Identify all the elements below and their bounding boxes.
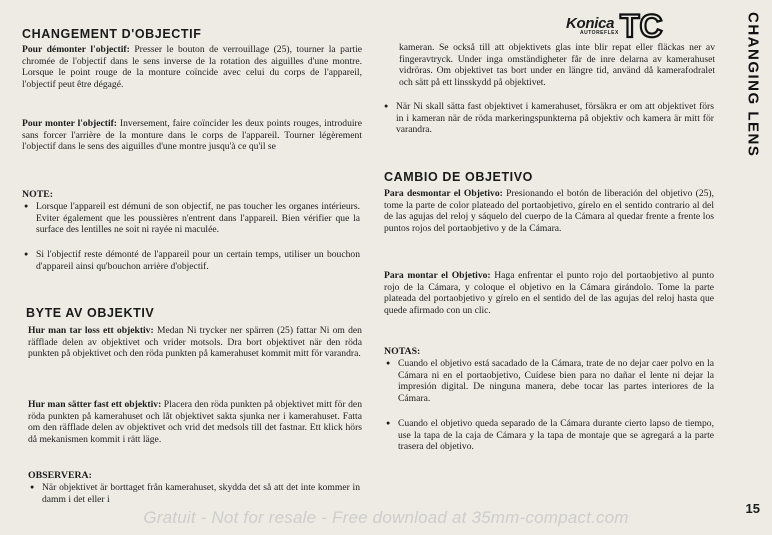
swedish-mount-paragraph <box>28 399 362 445</box>
swedish-remove-text: Medan Ni trycker ner spärren (25) fattar Ni om den räfflade delen av objektivet och vrider motsols. Dra bort objektivet när den röda punkten på objektivet och den röda punkten på kamerahuset kommit mitt för varandra. <box>28 325 362 360</box>
swedish-note-title: OBSERVERA: <box>28 470 92 481</box>
brand-sub: AUTOREFLEX <box>580 30 619 36</box>
page-number: 15 <box>745 501 760 516</box>
spanish-mount-label: Para montar el Objetivo: <box>384 270 491 281</box>
spanish-remove-label: Para desmontar el Objetivo: <box>384 188 503 199</box>
spanish-remove-paragraph <box>384 188 714 234</box>
swedish-heading: BYTE AV OBJEKTIV <box>26 306 155 320</box>
french-mount-text: Inversement, faire coïncider les deux points rouges, introduire sans forcer l'arrière de la monture dans le corps de l'appareil. Tourner légèrement l'objectif dans le sens des aiguilles d'une montre jusqu'à ce qu'il se <box>22 118 362 153</box>
french-remove-text: Presser le bouton de verrouillage (25), tourner la partie chromée de l'objectif dans le sens inverse de la rotation des aiguilles d'une montre. Lorsque le point rouge de la monture coïncide avec celui du corps de l'appareil, l'objectif peut être dégagé. <box>22 44 362 90</box>
swedish-note-item-2: ● När Ni skall sätta fast objektivet i kamerahuset, försäkra er om att objektivet förs in i kameran när de röda markeringspunkterna på objektiv och kamera är mitt för varandra. <box>384 101 714 136</box>
section-side-tab <box>740 12 766 162</box>
swedish-note-item-1: ● När objektivet är borttaget från kamerahuset, skydda det så att det inte kommer in damm i det eller i <box>30 482 360 505</box>
spanish-note-item-2: ● Cuando el objetivo queda separado de la Cámara durante cierto lapso de tiempo, use la tapa de la caja de Cámara y la tapa de montaje que se agregará a la parte trasera del objetivo. <box>386 418 714 453</box>
konica-tc-logo <box>566 8 706 44</box>
french-note-item-1: ● Lorsque l'appareil est démuni de son objectif, ne pas toucher les organes intérieurs. Eviter également que les poussières n'entrent dans l'appareil. Bien vérifier que la surface des lentilles ne soit ni rayée ni maculée. <box>24 201 360 236</box>
spanish-note-title: NOTAS: <box>384 346 421 357</box>
brand-name: Konica <box>566 15 615 32</box>
brand-model: TC <box>620 8 663 44</box>
french-remove-label: Pour démonter l'objectif: <box>22 44 130 55</box>
swedish-continued-paragraph: kameran. Se också till att objektivets glas inte blir repat eller fläckas ner av fingeravtryck. Under inga omständigheter får de inre delarna av kamerahuset vidröras. Om objektivet tas bort under en längre tid, använd då kamerafodralet och sätt på ett linsskydd på objektivet. <box>399 42 715 88</box>
side-tab-label: CHANGING LENS <box>744 12 762 158</box>
french-heading: CHANGEMENT D'OBJECTIF <box>22 27 202 41</box>
spanish-mount-text: Haga enfrentar el punto rojo del portaobjetivo al punto rojo de la Cámara, y coloque el objetivo en la Cámara girándolo. Tome la parte plateada del portaobjetivo y gírelo en el sentido del de las agujas del reloj hasta que quede afirmado con un clic. <box>384 270 714 316</box>
spanish-heading: CAMBIO DE OBJETIVO <box>384 170 534 184</box>
spanish-mount-paragraph <box>384 270 714 316</box>
spanish-remove-text: Presionando el botón de liberación del objetivo (25), tome la parte de color plateado del portaobjetivo, gírelo en el sentido contrario al del de las agujas del reloj y sáquelo del cuerpo de la Cámara al quedar frente a frente los puntos rojos del portaobjetivo y de la Cámara. <box>384 188 715 234</box>
french-note-title: NOTE: <box>22 189 54 200</box>
french-remove-paragraph <box>22 44 362 90</box>
watermark: Gratuit - Not for resale - Free download at 35mm-compact.com <box>143 508 629 527</box>
french-mount-label: Pour monter l'objectif: <box>22 118 117 129</box>
french-mount-paragraph <box>22 118 362 153</box>
french-note-item-2: ● Si l'objectif reste démonté de l'appareil pour un certain temps, utiliser un bouchon d'appareil ainsi qu'bouchon arrière d'objectif. <box>24 249 360 272</box>
swedish-remove-label: Hur man tar loss ett objektiv: <box>28 325 154 336</box>
swedish-remove-paragraph <box>28 325 362 360</box>
swedish-mount-text: Placera den röda punkten på objektivet mitt för den röda punkten på kamerahuset och låt objektivet sakta sjunka ner i kamerahuset. Fatta om den räfflade delen av objektivet och vrid det medsols till det fastnar. Ett klick hörs då mekanismen kommit i rätt läge. <box>28 399 362 445</box>
spanish-note-item-1: ● Cuando el objetivo está sacadado de la Cámara, trate de no dejar caer polvo en la Cámara ni en el portaobjetivo, Cuídese bien para no dañar el lente ni dejar la impresión digital. De ninguna manera, debe tocar las partes interiores de la Cámara. <box>386 358 714 404</box>
swedish-mount-label: Hur man sätter fast ett objektiv: <box>28 399 162 410</box>
